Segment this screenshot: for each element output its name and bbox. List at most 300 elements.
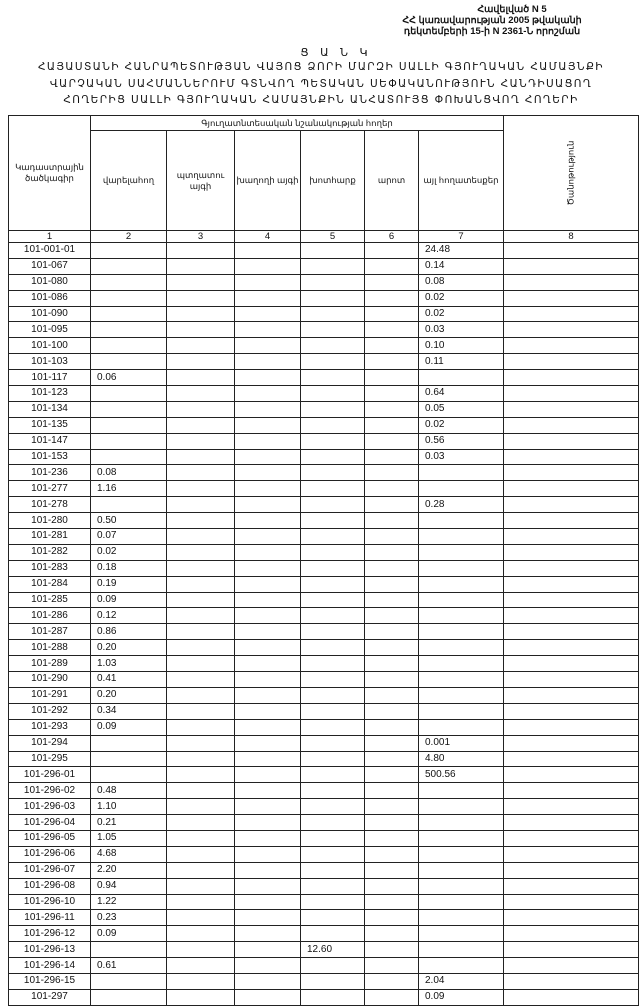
arable-cell: 0.19 [91,576,167,592]
cadastral-code-cell: 101-296-02 [9,783,91,799]
cadastral-code-cell: 101-296-07 [9,862,91,878]
hayfield-cell [301,958,365,974]
other-lands-cell [419,640,504,656]
table-row [9,624,639,640]
other-lands-cell [419,910,504,926]
table-row [9,370,639,386]
header-hayfield: խոտհարք [301,131,365,231]
orchard-cell [167,767,235,783]
orchard-cell [167,830,235,846]
note-cell [504,830,639,846]
other-lands-cell: 0.28 [419,497,504,513]
table-row [9,433,639,449]
note-cell [504,417,639,433]
note-cell [504,687,639,703]
vineyard-cell [235,735,301,751]
arable-cell [91,735,167,751]
note-cell [504,592,639,608]
pasture-cell [365,989,419,1005]
table-row [9,751,639,767]
column-number: 2 [91,231,167,243]
pasture-cell [365,560,419,576]
note-cell [504,767,639,783]
other-lands-cell [419,830,504,846]
vineyard-cell [235,719,301,735]
cadastral-code-cell: 101-297 [9,989,91,1005]
orchard-cell [167,862,235,878]
arable-cell [91,243,167,259]
note-cell [504,878,639,894]
vineyard-cell [235,656,301,672]
hayfield-cell [301,640,365,656]
note-cell [504,576,639,592]
hayfield-cell [301,529,365,545]
table-row [9,735,639,751]
table-row [9,544,639,560]
header-vineyard: խաղողի այգի [235,131,301,231]
vineyard-cell [235,608,301,624]
arable-cell [91,417,167,433]
cadastral-code-cell: 101-296-01 [9,767,91,783]
note-cell [504,354,639,370]
appendix-decision: դեկտեմբերի 15-ի N 2361-Ն որոշման [403,26,581,37]
arable-cell: 0.61 [91,958,167,974]
vineyard-cell [235,322,301,338]
other-lands-cell [419,719,504,735]
arable-cell [91,497,167,513]
cadastral-code-cell: 101-117 [9,370,91,386]
cadastral-code-cell: 101-067 [9,258,91,274]
table-row [9,401,639,417]
note-cell [504,560,639,576]
hayfield-cell [301,672,365,688]
note-cell [504,258,639,274]
note-cell [504,735,639,751]
orchard-cell [167,243,235,259]
vineyard-cell [235,989,301,1005]
vineyard-cell [235,767,301,783]
pasture-cell [365,386,419,402]
orchard-cell [167,640,235,656]
other-lands-cell [419,544,504,560]
cadastral-code-cell: 101-296-15 [9,973,91,989]
orchard-cell [167,656,235,672]
hayfield-cell [301,338,365,354]
orchard-cell [167,910,235,926]
pasture-cell [365,767,419,783]
table-row [9,910,639,926]
orchard-cell [167,465,235,481]
hayfield-cell [301,656,365,672]
table-row [9,386,639,402]
arable-cell: 0.09 [91,926,167,942]
hayfield-cell [301,926,365,942]
hayfield-cell [301,544,365,560]
appendix-header [362,4,622,37]
note-cell [504,703,639,719]
orchard-cell [167,687,235,703]
note-cell [504,290,639,306]
hayfield-cell [301,894,365,910]
cadastral-code-cell: 101-086 [9,290,91,306]
pasture-cell [365,926,419,942]
vineyard-cell [235,815,301,831]
note-cell [504,449,639,465]
orchard-cell [167,624,235,640]
note-cell [504,433,639,449]
note-cell [504,322,639,338]
orchard-cell [167,322,235,338]
cadastral-code-cell: 101-291 [9,687,91,703]
arable-cell: 0.21 [91,815,167,831]
column-number: 5 [301,231,365,243]
pasture-cell [365,433,419,449]
note-cell [504,783,639,799]
pasture-cell [365,862,419,878]
vineyard-cell [235,830,301,846]
note-cell [504,608,639,624]
vineyard-cell [235,783,301,799]
other-lands-cell [419,799,504,815]
vineyard-cell [235,560,301,576]
vineyard-cell [235,338,301,354]
orchard-cell [167,290,235,306]
other-lands-cell: 0.08 [419,274,504,290]
note-cell [504,656,639,672]
cadastral-code-cell: 101-282 [9,544,91,560]
header-agricultural-group: Գյուղատնտեսական նշանակության հողեր [91,116,504,131]
vineyard-cell [235,878,301,894]
cadastral-code-cell: 101-296-05 [9,830,91,846]
hayfield-cell [301,783,365,799]
vineyard-cell [235,910,301,926]
pasture-cell [365,370,419,386]
pasture-cell [365,799,419,815]
table-row [9,926,639,942]
pasture-cell [365,958,419,974]
other-lands-cell: 2.04 [419,973,504,989]
vineyard-cell [235,751,301,767]
table-row [9,417,639,433]
cadastral-code-cell: 101-236 [9,465,91,481]
hayfield-cell [301,910,365,926]
vineyard-cell [235,258,301,274]
orchard-cell [167,735,235,751]
hayfield-cell [301,624,365,640]
arable-cell: 0.07 [91,529,167,545]
table-row [9,274,639,290]
orchard-cell [167,481,235,497]
pasture-cell [365,672,419,688]
orchard-cell [167,894,235,910]
orchard-cell [167,306,235,322]
column-number: 7 [419,231,504,243]
table-row [9,672,639,688]
arable-cell: 0.48 [91,783,167,799]
note-cell [504,243,639,259]
cadastral-code-cell: 101-296-08 [9,878,91,894]
cadastral-code-cell: 101-100 [9,338,91,354]
cadastral-code-cell: 101-296-14 [9,958,91,974]
other-lands-cell: 0.001 [419,735,504,751]
table-row [9,481,639,497]
pasture-cell [365,274,419,290]
orchard-cell [167,274,235,290]
other-lands-cell: 500.56 [419,767,504,783]
orchard-cell [167,386,235,402]
other-lands-cell: 0.56 [419,433,504,449]
header-other-lands: այլ հողատեսքեր [419,131,504,231]
cadastral-code-cell: 101-293 [9,719,91,735]
other-lands-cell [419,878,504,894]
vineyard-cell [235,703,301,719]
arable-cell [91,338,167,354]
note-cell [504,973,639,989]
arable-cell [91,306,167,322]
hayfield-cell [301,513,365,529]
arable-cell [91,751,167,767]
table-row [9,592,639,608]
arable-cell: 0.09 [91,719,167,735]
table-row [9,894,639,910]
note-cell [504,370,639,386]
hayfield-cell [301,497,365,513]
pasture-cell [365,894,419,910]
other-lands-cell [419,846,504,862]
cadastral-code-cell: 101-292 [9,703,91,719]
vineyard-cell [235,274,301,290]
orchard-cell [167,846,235,862]
cadastral-code-cell: 101-296-06 [9,846,91,862]
table-row [9,830,639,846]
note-cell [504,799,639,815]
other-lands-cell [419,465,504,481]
table-row [9,513,639,529]
pasture-cell [365,417,419,433]
orchard-cell [167,433,235,449]
vineyard-cell [235,672,301,688]
arable-cell [91,290,167,306]
table-row [9,767,639,783]
arable-cell: 0.23 [91,910,167,926]
hayfield-cell [301,719,365,735]
pasture-cell [365,354,419,370]
table-row [9,783,639,799]
table-row [9,815,639,831]
column-number: 8 [504,231,639,243]
pasture-cell [365,624,419,640]
table-row [9,878,639,894]
other-lands-cell: 0.09 [419,989,504,1005]
vineyard-cell [235,592,301,608]
hayfield-cell [301,592,365,608]
orchard-cell [167,926,235,942]
header-arable: վարելահող [91,131,167,231]
header-pasture: արոտ [365,131,419,231]
other-lands-cell [419,592,504,608]
note-cell [504,497,639,513]
other-lands-cell [419,703,504,719]
land-table [8,115,639,1006]
arable-cell: 1.10 [91,799,167,815]
orchard-cell [167,989,235,1005]
table-row [9,703,639,719]
pasture-cell [365,338,419,354]
vineyard-cell [235,386,301,402]
orchard-cell [167,560,235,576]
table-row [9,529,639,545]
note-cell [504,529,639,545]
arable-cell: 0.02 [91,544,167,560]
pasture-cell [365,910,419,926]
orchard-cell [167,529,235,545]
orchard-cell [167,878,235,894]
arable-cell: 0.94 [91,878,167,894]
arable-cell: 0.34 [91,703,167,719]
other-lands-cell: 0.14 [419,258,504,274]
arable-cell: 4.68 [91,846,167,862]
vineyard-cell [235,354,301,370]
title-line-1: ՀԱՅԱՍՏԱՆԻ ՀԱՆՐԱՊԵՏՈՒԹՅԱՆ ՎԱՅՈՑ ՁՈՐԻ ՄԱՐԶԻ ՍԱԼԼԻ ԳՅՈՒՂԱԿԱՆ ՀԱՄԱՅՆՔԻ [38,61,604,73]
note-cell [504,719,639,735]
cadastral-code-cell: 101-281 [9,529,91,545]
other-lands-cell: 0.02 [419,417,504,433]
table-row [9,560,639,576]
orchard-cell [167,783,235,799]
pasture-cell [365,830,419,846]
hayfield-cell [301,560,365,576]
column-number-row [9,231,639,243]
note-cell [504,544,639,560]
arable-cell [91,322,167,338]
hayfield-cell [301,290,365,306]
other-lands-cell [419,576,504,592]
arable-cell: 0.20 [91,640,167,656]
arable-cell: 2.20 [91,862,167,878]
vineyard-cell [235,481,301,497]
orchard-cell [167,497,235,513]
pasture-cell [365,513,419,529]
table-row [9,576,639,592]
arable-cell [91,449,167,465]
orchard-cell [167,401,235,417]
hayfield-cell [301,846,365,862]
vineyard-cell [235,926,301,942]
pasture-cell [365,640,419,656]
table-row [9,719,639,735]
hayfield-cell [301,799,365,815]
table-row [9,656,639,672]
table-row [9,258,639,274]
vineyard-cell [235,894,301,910]
other-lands-cell: 0.11 [419,354,504,370]
appendix-government: ՀՀ կառավարության 2005 թվականի [402,15,582,26]
table-row [9,687,639,703]
vineyard-cell [235,417,301,433]
hayfield-cell: 12.60 [301,942,365,958]
other-lands-cell: 0.03 [419,322,504,338]
pasture-cell [365,481,419,497]
pasture-cell [365,608,419,624]
orchard-cell [167,973,235,989]
table-row [9,465,639,481]
orchard-cell [167,703,235,719]
column-number: 4 [235,231,301,243]
note-cell [504,640,639,656]
note-cell [504,274,639,290]
orchard-cell [167,354,235,370]
header-note-label: Ծանոթություն [565,140,576,206]
note-cell [504,306,639,322]
pasture-cell [365,544,419,560]
hayfield-cell [301,830,365,846]
cadastral-code-cell: 101-135 [9,417,91,433]
other-lands-cell: 0.10 [419,338,504,354]
title-line-2: ՎԱՐՉԱԿԱՆ ՍԱՀՄԱՆՆԵՐՈՒՄ ԳՏՆՎՈՂ ՊԵՏԱԿԱՆ ՍԵՓԱԿԱՆՈՒԹՅՈՒՆ ՀԱՆԴԻՍԱՑՈՂ [49,77,593,90]
note-cell [504,513,639,529]
hayfield-cell [301,417,365,433]
cadastral-code-cell: 101-294 [9,735,91,751]
vineyard-cell [235,243,301,259]
hayfield-cell [301,386,365,402]
other-lands-cell: 0.64 [419,386,504,402]
title-heading: Ց Ա Ն Կ [300,46,372,59]
note-cell [504,481,639,497]
other-lands-cell [419,783,504,799]
hayfield-cell [301,973,365,989]
pasture-cell [365,735,419,751]
cadastral-code-cell: 101-134 [9,401,91,417]
cadastral-code-cell: 101-286 [9,608,91,624]
hayfield-cell [301,815,365,831]
arable-cell [91,386,167,402]
vineyard-cell [235,497,301,513]
arable-cell: 0.86 [91,624,167,640]
other-lands-cell: 0.03 [419,449,504,465]
hayfield-cell [301,576,365,592]
other-lands-cell [419,529,504,545]
cadastral-code-cell: 101-277 [9,481,91,497]
pasture-cell [365,592,419,608]
table-row [9,640,639,656]
arable-cell: 0.50 [91,513,167,529]
hayfield-cell [301,322,365,338]
orchard-cell [167,958,235,974]
note-cell [504,338,639,354]
cadastral-code-cell: 101-295 [9,751,91,767]
arable-cell [91,989,167,1005]
cadastral-code-cell: 101-289 [9,656,91,672]
table-row [9,608,639,624]
arable-cell: 1.05 [91,830,167,846]
arable-cell: 1.22 [91,894,167,910]
hayfield-cell [301,735,365,751]
cadastral-code-cell: 101-095 [9,322,91,338]
cadastral-code-cell: 101-278 [9,497,91,513]
arable-cell: 1.16 [91,481,167,497]
cadastral-code-cell: 101-153 [9,449,91,465]
orchard-cell [167,338,235,354]
other-lands-cell [419,958,504,974]
cadastral-code-cell: 101-001-01 [9,243,91,259]
table-row [9,306,639,322]
table-row [9,354,639,370]
orchard-cell [167,370,235,386]
orchard-cell [167,751,235,767]
pasture-cell [365,703,419,719]
vineyard-cell [235,576,301,592]
pasture-cell [365,529,419,545]
